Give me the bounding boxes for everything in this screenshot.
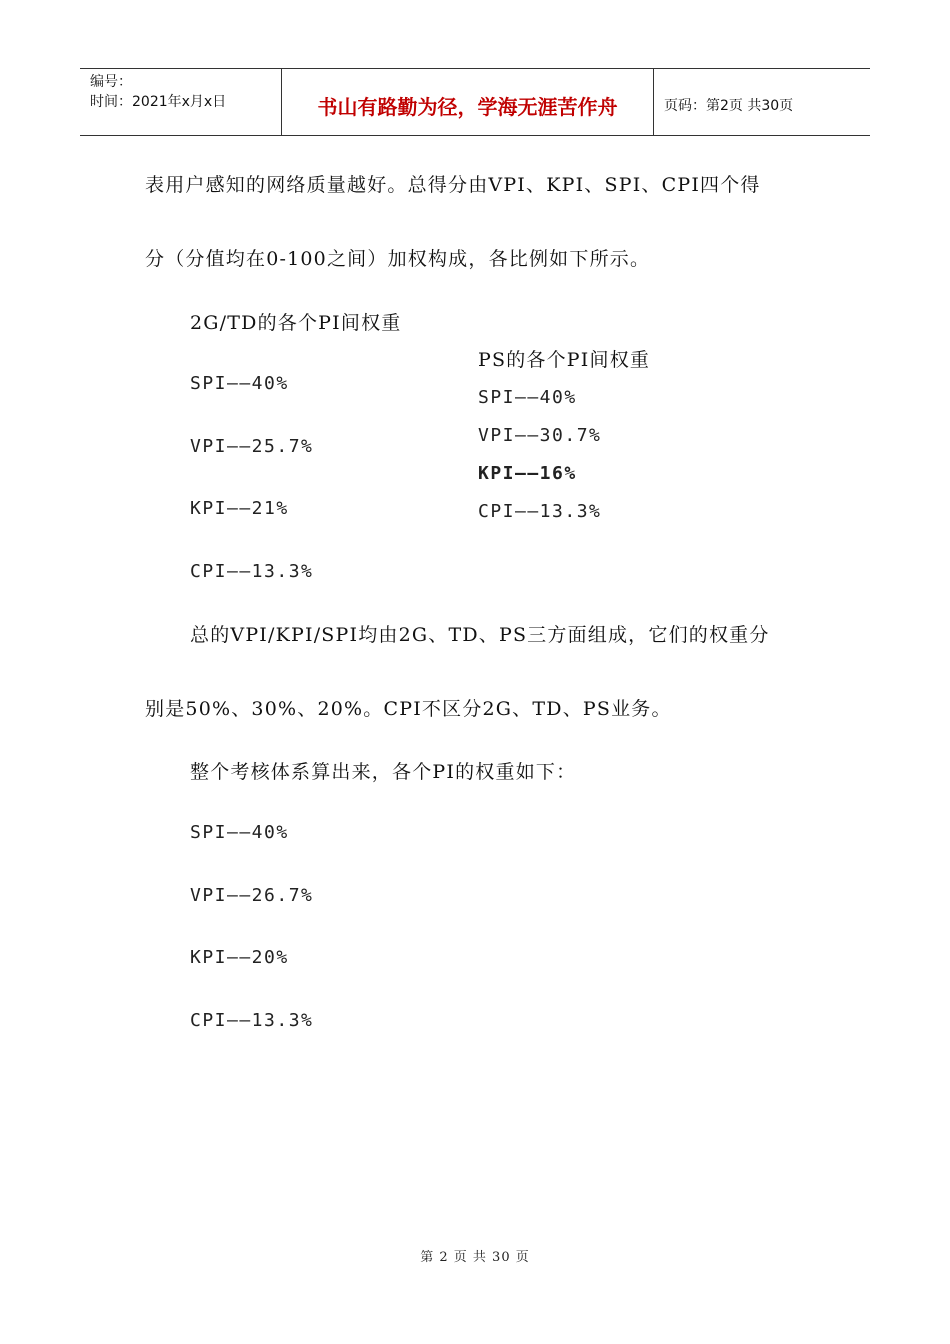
page-footer: 第 2 页 共 30 页: [420, 1250, 530, 1265]
left-item-vpi: VPI——25.7%: [190, 436, 314, 457]
right-block-title: PS的各个PI间权重: [478, 349, 651, 371]
header-meta: [80, 69, 282, 135]
header-page-info: 页码：第2页 共30页: [664, 98, 794, 114]
header-number-label: 编号：: [90, 74, 132, 90]
right-item-kpi: KPI——16%: [478, 463, 577, 484]
paragraph-1-line-1: 表用户感知的网络质量越好。总得分由VPI、KPI、SPI、CPI四个得: [145, 174, 761, 196]
final-item-cpi: CPI——13.3%: [190, 1010, 314, 1031]
header-time-label: 时间：2021年x月x日: [90, 94, 227, 110]
header-motto: 书山有路勤为径，学海无涯苦作舟: [282, 69, 654, 135]
document-header: [80, 68, 870, 136]
right-item-cpi: CPI——13.3%: [478, 501, 602, 522]
left-item-spi: SPI——40%: [190, 373, 289, 394]
left-item-kpi: KPI——21%: [190, 498, 289, 519]
right-item-vpi: VPI——30.7%: [478, 425, 602, 446]
right-item-spi: SPI——40%: [478, 387, 577, 408]
final-item-spi: SPI——40%: [190, 822, 289, 843]
left-block-title: 2G/TD的各个PI间权重: [190, 312, 402, 334]
final-item-vpi: VPI——26.7%: [190, 885, 314, 906]
final-item-kpi: KPI——20%: [190, 947, 289, 968]
left-item-cpi: CPI——13.3%: [190, 561, 314, 582]
paragraph-1-line-2: 分（分值均在0-100之间）加权构成，各比例如下所示。: [145, 248, 651, 270]
paragraph-2-line-1: 总的VPI/KPI/SPI均由2G、TD、PS三方面组成，它们的权重分: [190, 624, 770, 646]
paragraph-2-line-2: 别是50%、30%、20%。CPI不区分2G、TD、PS业务。: [145, 698, 672, 720]
paragraph-3: 整个考核体系算出来，各个PI的权重如下：: [190, 761, 577, 783]
